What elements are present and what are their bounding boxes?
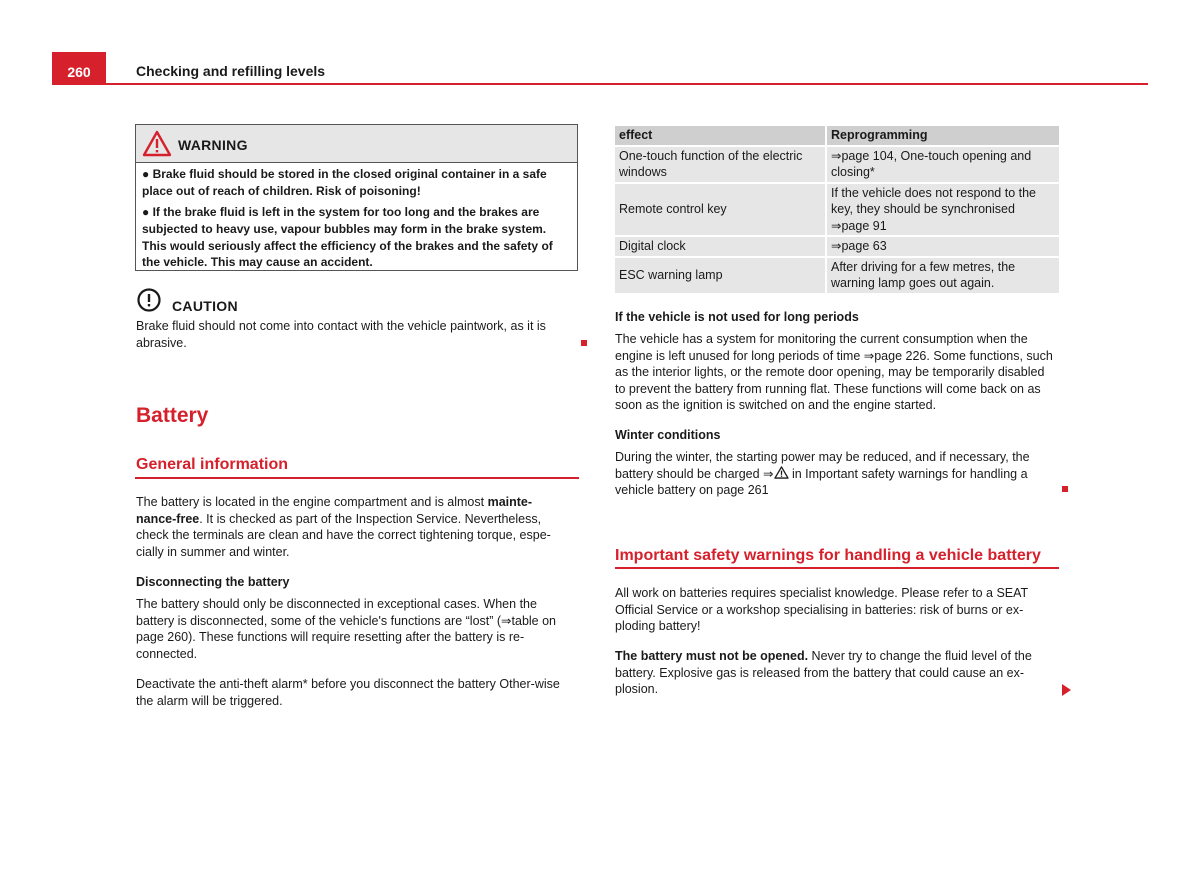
warning-item: ● If the brake fluid is left in the system for too long and the brakes are subjected to heavy use, vapour bubbles may form in the brake system. This would seriously affect the efficiency of the brakes and the safety of the vehicle. This may cause an accident. (142, 205, 553, 270)
warning-box (135, 124, 578, 271)
table-cell: Digital clock (615, 237, 827, 256)
section-heading-battery: Battery (136, 404, 209, 427)
general-paragraph (136, 494, 572, 560)
maintenance-free-emphasis: mainte-nance-free (136, 495, 533, 526)
table-cell: After driving for a few metres, the warning lamp goes out again. (827, 258, 1059, 293)
general-text-a: The battery is located in the engine compartment and is almost (136, 495, 488, 509)
table-row (615, 147, 1059, 182)
disconnect-paragraph: The battery should only be disconnected in exceptional cases. When the battery is disconnected, some of the vehicle's functions are “lost” (⇒table on page 260). These functions will require resetting after the battery is re-connected. (136, 597, 557, 661)
caution-label: CAUTION (172, 298, 238, 314)
warning-header (136, 125, 577, 163)
table-row (615, 258, 1059, 293)
warning-label: WARNING (178, 137, 248, 153)
section-end-marker (1062, 486, 1068, 492)
table-row (615, 184, 1059, 236)
page-number: 260 (52, 52, 106, 85)
subsection-rule (135, 477, 579, 479)
winter-heading: Winter conditions (615, 428, 721, 442)
table-row (615, 237, 1059, 256)
table-header-row (615, 126, 1059, 145)
table-header: effect (615, 126, 827, 145)
subsection-rule (615, 567, 1059, 569)
reprogramming-table (615, 124, 1059, 295)
table-header: Reprogramming (827, 126, 1059, 145)
table-cell: ⇒page 63 (827, 237, 1059, 256)
battery-not-open-paragraph (615, 648, 1055, 698)
table-cell: One-touch function of the electric windows (615, 147, 827, 182)
continue-arrow-icon (1062, 684, 1071, 696)
general-text-b: . It is checked as part of the Inspection Service. Nevertheless, check the terminals are clean and have the correct tightening torque, espe-cially in summer and winter. (136, 511, 551, 559)
table-cell: ⇒page 104, One-touch opening and closing* (827, 147, 1059, 182)
subsection-heading-safety: Important safety warnings for handling a vehicle battery (615, 547, 1041, 564)
disconnect-heading: Disconnecting the battery (136, 575, 290, 589)
warning-triangle-icon (774, 466, 789, 479)
battery-not-open-text: Never try to change the fluid level of the battery. Explosive gas is released from the battery that could cause an ex-plosion. (615, 649, 1032, 696)
not-used-paragraph: The vehicle has a system for monitoring the current consumption when the engine is left unused for long periods of time ⇒page 226. Some functions, such as the interior lights, or the remote door opening, may be temporarily disabled to prevent the battery from running flat. These functions will come back on as soon as the ignition is switched on and the engine started. (615, 332, 1053, 412)
winter-paragraph (615, 449, 1059, 499)
section-end-marker (581, 340, 587, 346)
warning-item: ● Brake fluid should be stored in the closed original container in a safe place out of reach of children. Risk of poisoning! (142, 167, 547, 198)
safety-paragraph: All work on batteries requires specialist knowledge. Please refer to a SEAT Official Service or a workshop specialising in batteries: risk of burns or ex-ploding battery! (615, 586, 1028, 633)
warning-triangle-icon (142, 130, 172, 157)
caution-text: Brake fluid should not come into contact with the vehicle paintwork, as it is abrasive. (136, 319, 546, 350)
subsection-heading-general: General information (136, 456, 289, 473)
table-cell: If the vehicle does not respond to the key, they should be synchronised ⇒page 91 (827, 184, 1059, 236)
anti-theft-paragraph: Deactivate the anti-theft alarm* before you disconnect the battery Other-wise the alarm will be triggered. (136, 677, 560, 708)
winter-text-b: in Important safety warnings for handling a vehicle battery on page 261 (615, 466, 1028, 497)
table-cell: Remote control key (615, 184, 827, 236)
battery-not-open-emphasis: The battery must not be opened. (615, 649, 809, 663)
header-rule (52, 83, 1148, 85)
winter-text-a: During the winter, the starting power may be reduced, and if necessary, the battery should be charged ⇒ (615, 450, 1030, 481)
not-used-heading: If the vehicle is not used for long periods (615, 310, 859, 324)
table-cell: ESC warning lamp (615, 258, 827, 293)
chapter-title: Checking and refilling levels (136, 63, 326, 79)
caution-icon (137, 288, 161, 312)
